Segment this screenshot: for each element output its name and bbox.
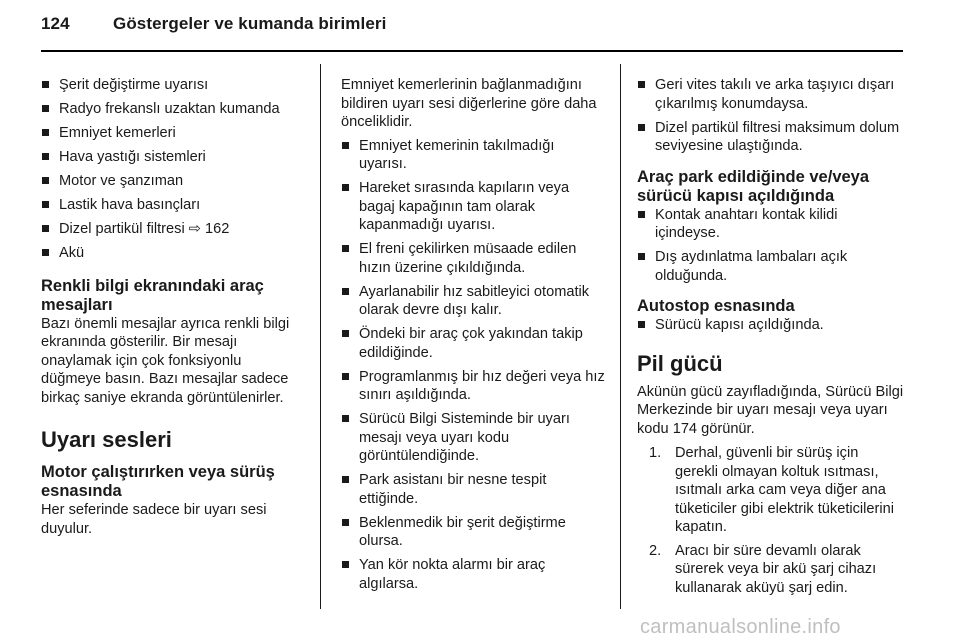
column-2: [341, 76, 605, 599]
list-item: Kontak anahtarı kontak kilidi içindeyse.: [637, 206, 905, 243]
list-item: Programlanmış bir hız değeri veya hız sınırı aşıldığında.: [341, 368, 605, 405]
chapter-title: Uyarı sesleri: [41, 427, 172, 452]
list-item-link[interactable]: Dizel partikül filtresi ⇨ 162: [41, 220, 305, 239]
list-item: Lastik hava basınçları: [41, 196, 305, 215]
list-item: Öndeki bir araç çok yakından takip edildiğinde.: [341, 325, 605, 362]
watermark: carmanualsonline.info: [640, 616, 841, 638]
list-item: Emniyet kemerinin takılmadığı uyarısı.: [341, 137, 605, 174]
list-item: Motor ve şanzıman: [41, 172, 305, 191]
list-item: Akü: [41, 244, 305, 263]
sub-text: Her seferinde sadece bir uyarı sesi duyulur.: [41, 502, 267, 537]
step-number: 1.: [649, 445, 662, 461]
header-rule: [41, 50, 903, 52]
numbered-step: [649, 444, 905, 537]
chapter-text: Akünün gücü zayıfladığında, Sürücü Bilgi Merkezinde bir uyarı mesajı veya uyarı kodu 174 görünür.: [637, 383, 904, 437]
list-item: Dış aydınlatma lambaları açık olduğunda.: [637, 248, 905, 285]
list-item: Şerit değiştirme uyarısı: [41, 76, 305, 95]
section-heading: Autostop esnasında: [637, 297, 795, 315]
list-item: Park asistanı bir nesne tespit ettiğinde.: [341, 471, 605, 508]
step-number: 2.: [649, 542, 662, 559]
list-item: Beklenmedik bir şerit değiştirme olursa.: [341, 514, 605, 551]
intro-text: Emniyet kemerlerinin bağlanmadığını bildiren uyarı sesi diğerlerine göre daha önceliklidir.: [341, 77, 597, 130]
sub-heading: Motor çalıştırırken veya sürüş esnasında: [41, 463, 275, 500]
list-item: Radyo frekanslı uzaktan kumanda: [41, 100, 305, 119]
section-heading: Araç park edildiğinde ve/veya sürücü kapısı açıldığında: [637, 167, 870, 205]
list-item: El freni çekilirken müsaade edilen hızın üzerine çıkıldığında.: [341, 240, 605, 277]
column-divider: [320, 64, 321, 609]
list-item: Sürücü kapısı açıldığında.: [637, 316, 905, 335]
column-1: [41, 76, 305, 538]
list-item: Hareket sırasında kapıların veya bagaj kapağının tam olarak kapanmadığı uyarısı.: [341, 179, 605, 235]
list-item: Geri vites takılı ve arka taşıyıcı dışarı çıkarılmış konumdaysa.: [637, 76, 905, 113]
page-title: Göstergeler ve kumanda birimleri: [113, 14, 387, 33]
column-3: [637, 76, 905, 602]
list-item: Hava yastığı sistemleri: [41, 148, 305, 167]
list-item: Sürücü Bilgi Sisteminde bir uyarı mesajı veya uyarı kodu görüntülendiğinde.: [341, 410, 605, 466]
page-header: [41, 14, 386, 34]
step-text: Derhal, güvenli bir sürüş için gerekli olmayan koltuk ısıtması, ısıtmalı arka cam veya diğer ana tüketiciler gibi elektrik tüketicilerini kapatın.: [675, 445, 894, 535]
chapter-title: Pil gücü: [637, 350, 723, 376]
numbered-step: [649, 542, 905, 598]
list-item: Ayarlanabilir hız sabitleyici otomatik olarak devre dışı kalır.: [341, 283, 605, 320]
section-text: Bazı önemli mesajlar ayrıca renkli bilgi ekranında gösterilir. Bir mesajı onaylamak için çok fonksiyonlu düğmeye basın. Bazı mesajlar sadece birkaç saniye ekranda görüntülenirler.: [41, 315, 290, 406]
page-number: 124: [41, 14, 70, 33]
column-divider: [620, 64, 621, 609]
list-item: Dizel partikül filtresi maksimum dolum seviyesine ulaştığında.: [637, 119, 905, 156]
section-heading: Renkli bilgi ekranındaki araç mesajları: [41, 276, 264, 314]
list-item: Yan kör nokta alarmı bir araç algılarsa.: [341, 556, 605, 593]
step-text: Aracı bir süre devamlı olarak sürerek veya bir akü şarj cihazı kullanarak aküyü şarj edin.: [675, 542, 877, 596]
list-item: Emniyet kemerleri: [41, 124, 305, 143]
